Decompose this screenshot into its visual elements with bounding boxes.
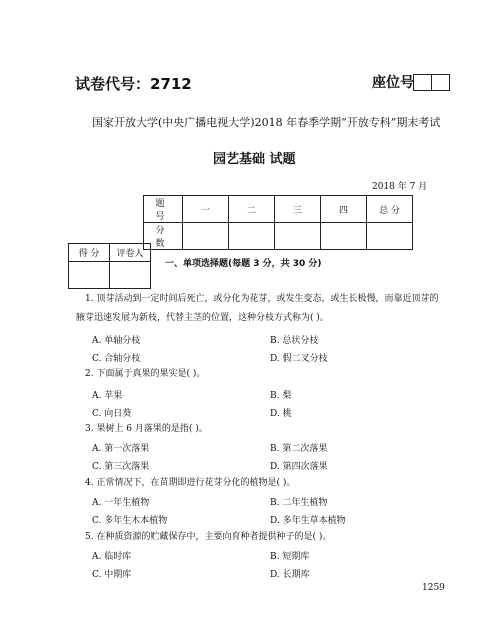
option: C. 第三次落果 <box>92 462 150 472</box>
option: C. 多年生木本植物 <box>92 516 168 526</box>
score-blank-cell[interactable] <box>367 223 413 250</box>
option: D. 假二叉分枝 <box>270 354 328 364</box>
option: B. 短期库 <box>270 552 310 562</box>
option: A. 第一次落果 <box>92 444 150 454</box>
grader-table-header: 评卷人 <box>110 244 151 262</box>
score-blank-cell[interactable] <box>183 223 229 250</box>
score-blank-cell[interactable] <box>229 223 275 250</box>
seat-label: 座位号 <box>372 75 414 91</box>
option: B. 第二次落果 <box>270 444 328 454</box>
score-table-cell: 二 <box>229 196 275 223</box>
seat-box <box>413 74 432 91</box>
question-text: 2. 下面属于真果的果实是( )。 <box>85 369 206 379</box>
grader-blank-cell[interactable] <box>69 262 110 289</box>
option: A. 苹果 <box>92 391 123 401</box>
score-table-cell: 三 <box>275 196 321 223</box>
question-text: 3. 果树上 6 月落果的是指( )。 <box>85 424 208 434</box>
option: D. 长期库 <box>270 570 310 580</box>
score-table-cell: 一 <box>183 196 229 223</box>
score-blank-cell[interactable] <box>275 223 321 250</box>
exam-date: 2018 年 7 月 <box>372 182 428 192</box>
question-text: 4. 正常情况下，在苗期即进行花芽分化的植物是( )。 <box>85 478 296 488</box>
score-table <box>143 195 413 250</box>
option: A. 临时库 <box>92 552 132 562</box>
seat-number <box>372 72 450 92</box>
section-title: 一、单项选择题(每题 3 分，共 30 分) <box>165 259 322 269</box>
option: A. 单轴分枝 <box>92 336 141 346</box>
option: B. 二年生植物 <box>270 498 328 508</box>
option: A. 一年生植物 <box>92 498 150 508</box>
score-table-cell: 四 <box>321 196 367 223</box>
grader-table-header: 得 分 <box>69 244 110 262</box>
score-table-cell: 分 数 <box>144 223 183 250</box>
option: C. 合轴分枝 <box>92 354 141 364</box>
score-table-cell: 总 分 <box>367 196 413 223</box>
score-table-score-row <box>144 223 413 250</box>
option: B. 梨 <box>270 391 292 401</box>
option: B. 总状分枝 <box>270 336 319 346</box>
question-text: 1. 顶芽活动到一定时间后死亡，或分化为花芽，或发生变态，或生长极慢，而靠近顶芽的 <box>85 294 439 304</box>
score-table-cell: 题 号 <box>144 196 183 223</box>
grader-table <box>68 243 151 289</box>
exam-header: 国家开放大学(中央广播电视大学)2018 年春季学期“开放专科”期末考试 <box>92 116 441 129</box>
option: D. 多年生草本植物 <box>270 516 346 526</box>
score-blank-cell[interactable] <box>321 223 367 250</box>
grader-blank-cell[interactable] <box>110 262 151 289</box>
score-table-header-row <box>144 196 413 223</box>
option: C. 中期库 <box>92 570 132 580</box>
option: C. 向日葵 <box>92 409 132 419</box>
question-text: 5. 在种质资源的贮藏保存中，主要向育种者提供种子的是( )。 <box>85 532 332 542</box>
exam-code: 试卷代号：2712 <box>75 75 192 93</box>
page-number: 1259 <box>422 583 445 593</box>
option: D. 桃 <box>270 409 292 419</box>
question-text: 腋芽迅速发展为新枝，代替主茎的位置，这种分枝方式称为( )。 <box>76 313 329 323</box>
exam-title: 园艺基础 试题 <box>213 152 296 167</box>
seat-box <box>431 74 450 91</box>
option: D. 第四次落果 <box>270 462 328 472</box>
